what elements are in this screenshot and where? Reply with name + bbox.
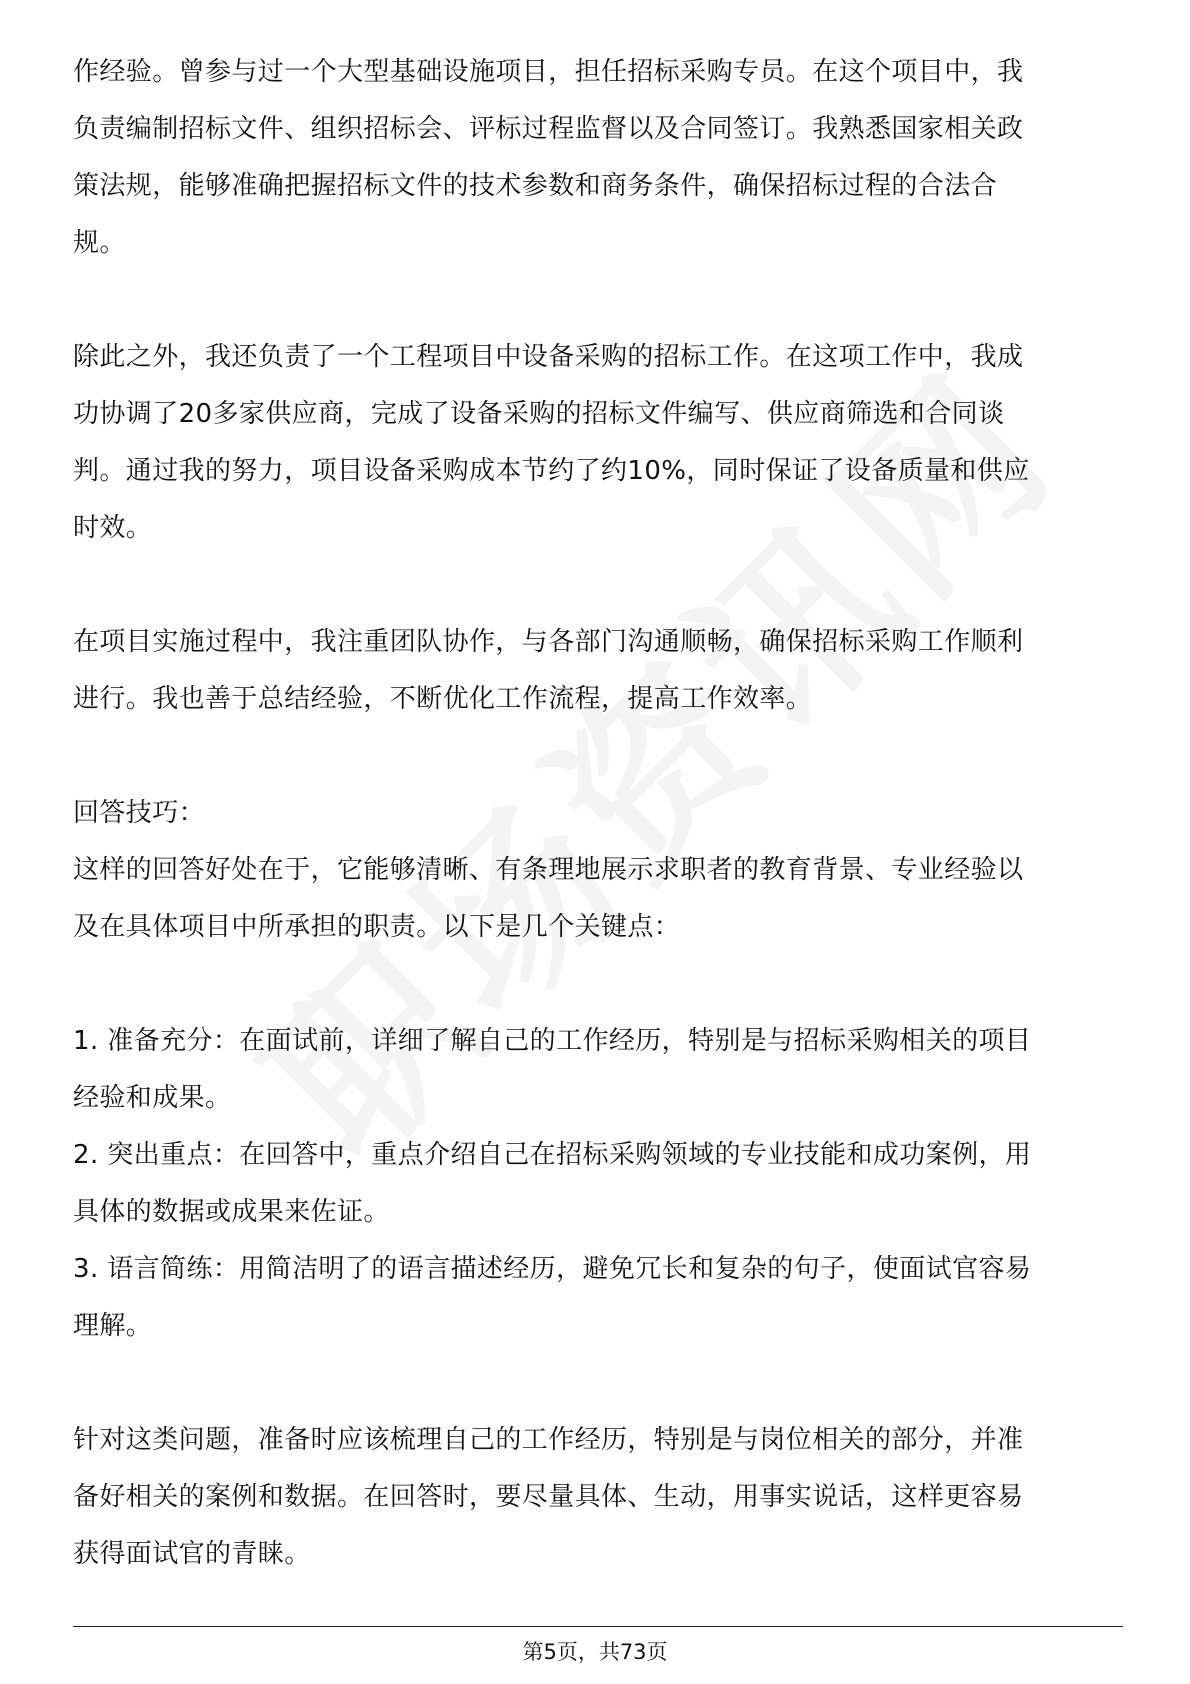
paragraph-conclusion xyxy=(73,1412,1123,1583)
text-line: 在项目实施过程中，我注重团队协作，与各部门沟通顺畅，确保招标采购工作顺利 xyxy=(73,627,1024,657)
paragraph-answer-tips xyxy=(73,785,1123,956)
list-item: 1. 准备充分：在面试前，详细了解自己的工作经历，特别是与招标采购相关的项目 xyxy=(73,1026,1032,1056)
page-body xyxy=(73,44,1123,1583)
text-line: 进行。我也善于总结经验，不断优化工作流程，提高工作效率。 xyxy=(73,684,813,714)
page-number: 第5页，共73页 xyxy=(522,1640,668,1664)
footer-divider xyxy=(73,1626,1123,1627)
text-line: 获得面试官的青睐。 xyxy=(73,1539,311,1569)
paragraph-equipment-procurement xyxy=(73,329,1123,557)
paragraph-teamwork xyxy=(73,614,1123,728)
text-line: 规。 xyxy=(73,228,126,258)
text-line: 备好相关的案例和数据。在回答时，要尽量具体、生动，用事实说话，这样更容易 xyxy=(73,1482,1024,1512)
text-line: 判。通过我的努力，项目设备采购成本节约了约10%，同时保证了设备质量和供应 xyxy=(73,456,1030,486)
text-line: 除此之外，我还负责了一个工程项目中设备采购的招标工作。在这项工作中，我成 xyxy=(73,342,1024,372)
text-line: 时效。 xyxy=(73,513,153,543)
paragraph-experience xyxy=(73,44,1123,272)
list-item: 3. 语言简练：用简洁明了的语言描述经历，避免冗长和复杂的句子，使面试官容易 xyxy=(73,1254,1032,1284)
text-line: 这样的回答好处在于，它能够清晰、有条理地展示求职者的教育背景、专业经验以 xyxy=(73,855,1024,885)
text-line: 功协调了20多家供应商，完成了设备采购的招标文件编写、供应商筛选和合同谈 xyxy=(73,399,1005,429)
text-line: 负责编制招标文件、组织招标会、评标过程监督以及合同签订。我熟悉国家相关政 xyxy=(73,114,1024,144)
text-line: 作经验。曾参与过一个大型基础设施项目，担任招标采购专员。在这个项目中，我 xyxy=(73,57,1024,87)
text-line: 针对这类问题，准备时应该梳理自己的工作经历，特别是与岗位相关的部分，并准 xyxy=(73,1425,1024,1455)
text-line: 策法规，能够准确把握招标文件的技术参数和商务条件，确保招标过程的合法合 xyxy=(73,171,998,201)
key-points-list xyxy=(73,1013,1123,1355)
section-heading: 回答技巧： xyxy=(73,798,206,828)
list-item-continuation: 经验和成果。 xyxy=(73,1083,232,1113)
list-item-continuation: 理解。 xyxy=(73,1311,153,1341)
list-item: 2. 突出重点：在回答中，重点介绍自己在招标采购领域的专业技能和成功案例，用 xyxy=(73,1140,1032,1170)
list-item-continuation: 具体的数据或成果来佐证。 xyxy=(73,1197,390,1227)
text-line: 及在具体项目中所承担的职责。以下是几个关键点： xyxy=(73,912,681,942)
